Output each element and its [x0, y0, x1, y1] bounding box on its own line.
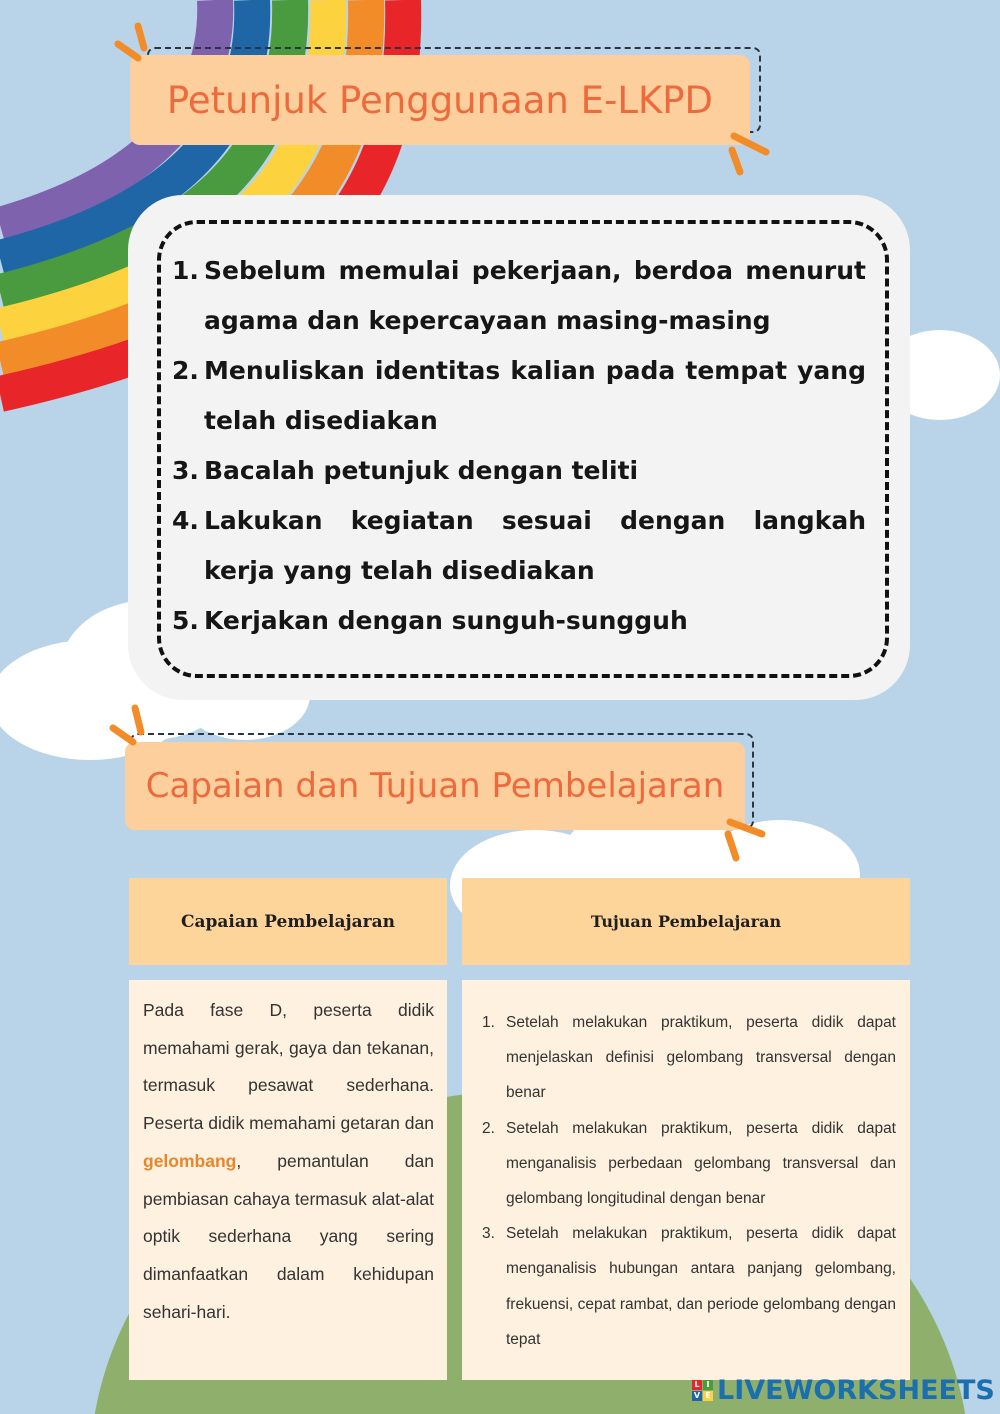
list-item: 1. Setelah melakukan praktikum, peserta didik dapat menjelaskan definisi gelombang transversal dengan benar — [482, 1014, 896, 1102]
list-item: 3. Setelah melakukan praktikum, peserta didik dapat menganalisis hubungan antara panjang gelombang, frekuensi, cepat rambat, dan periode gelombang dengan tepat — [482, 1225, 896, 1348]
list-item: 2. Menuliskan identitas kalian pada tempat yang telah disediakan — [172, 356, 866, 435]
list-item: 3. Bacalah petunjuk dengan teliti — [172, 456, 639, 485]
liveworksheets-logo[interactable] — [692, 1374, 995, 1406]
section-title: Capaian dan Tujuan Pembelajaran — [145, 766, 725, 806]
tujuan-header: Tujuan Pembelajaran — [462, 878, 910, 965]
page-title: Petunjuk Penggunaan E-LKPD — [166, 78, 714, 122]
tujuan-list — [482, 1005, 896, 1357]
highlighted-word: gelombang — [143, 1150, 237, 1171]
instructions-list — [172, 246, 866, 646]
sparkle-icon — [720, 814, 770, 864]
capaian-text: Pada fase D, peserta didik memahami gerak, gaya dan tekanan, termasuk pesawat sederhana. Peserta didik memahami getaran dan gelombang, pemantulan dan pembiasan cahaya termasuk alat-alat optik sederhana yang sering dimanfaatkan dalam kehidupan sehari-hari. — [143, 1000, 434, 1322]
title-banner — [130, 55, 750, 145]
capaian-header: Capaian Pembelajaran — [129, 878, 447, 965]
list-item: 5. Kerjakan dengan sunguh-sungguh — [172, 606, 688, 635]
list-item: 1. Sebelum memulai pekerjaan, berdoa menurut agama dan kepercayaan masing-masing — [172, 256, 866, 335]
brand-name: LIVEWORKSHEETS — [717, 1374, 995, 1406]
liveworksheets-icon: L I V E — [692, 1380, 713, 1401]
list-item: 4. Lakukan kegiatan sesuai dengan langkah kerja yang telah disediakan — [172, 506, 866, 585]
sparkle-icon — [105, 700, 155, 750]
sparkle-icon — [726, 128, 776, 178]
sparkle-icon — [110, 18, 160, 68]
section-banner — [125, 742, 745, 830]
list-item: 2. Setelah melakukan praktikum, peserta didik dapat menganalisis perbedaan gelombang transversal dan gelombang longitudinal dengan benar — [482, 1119, 896, 1208]
